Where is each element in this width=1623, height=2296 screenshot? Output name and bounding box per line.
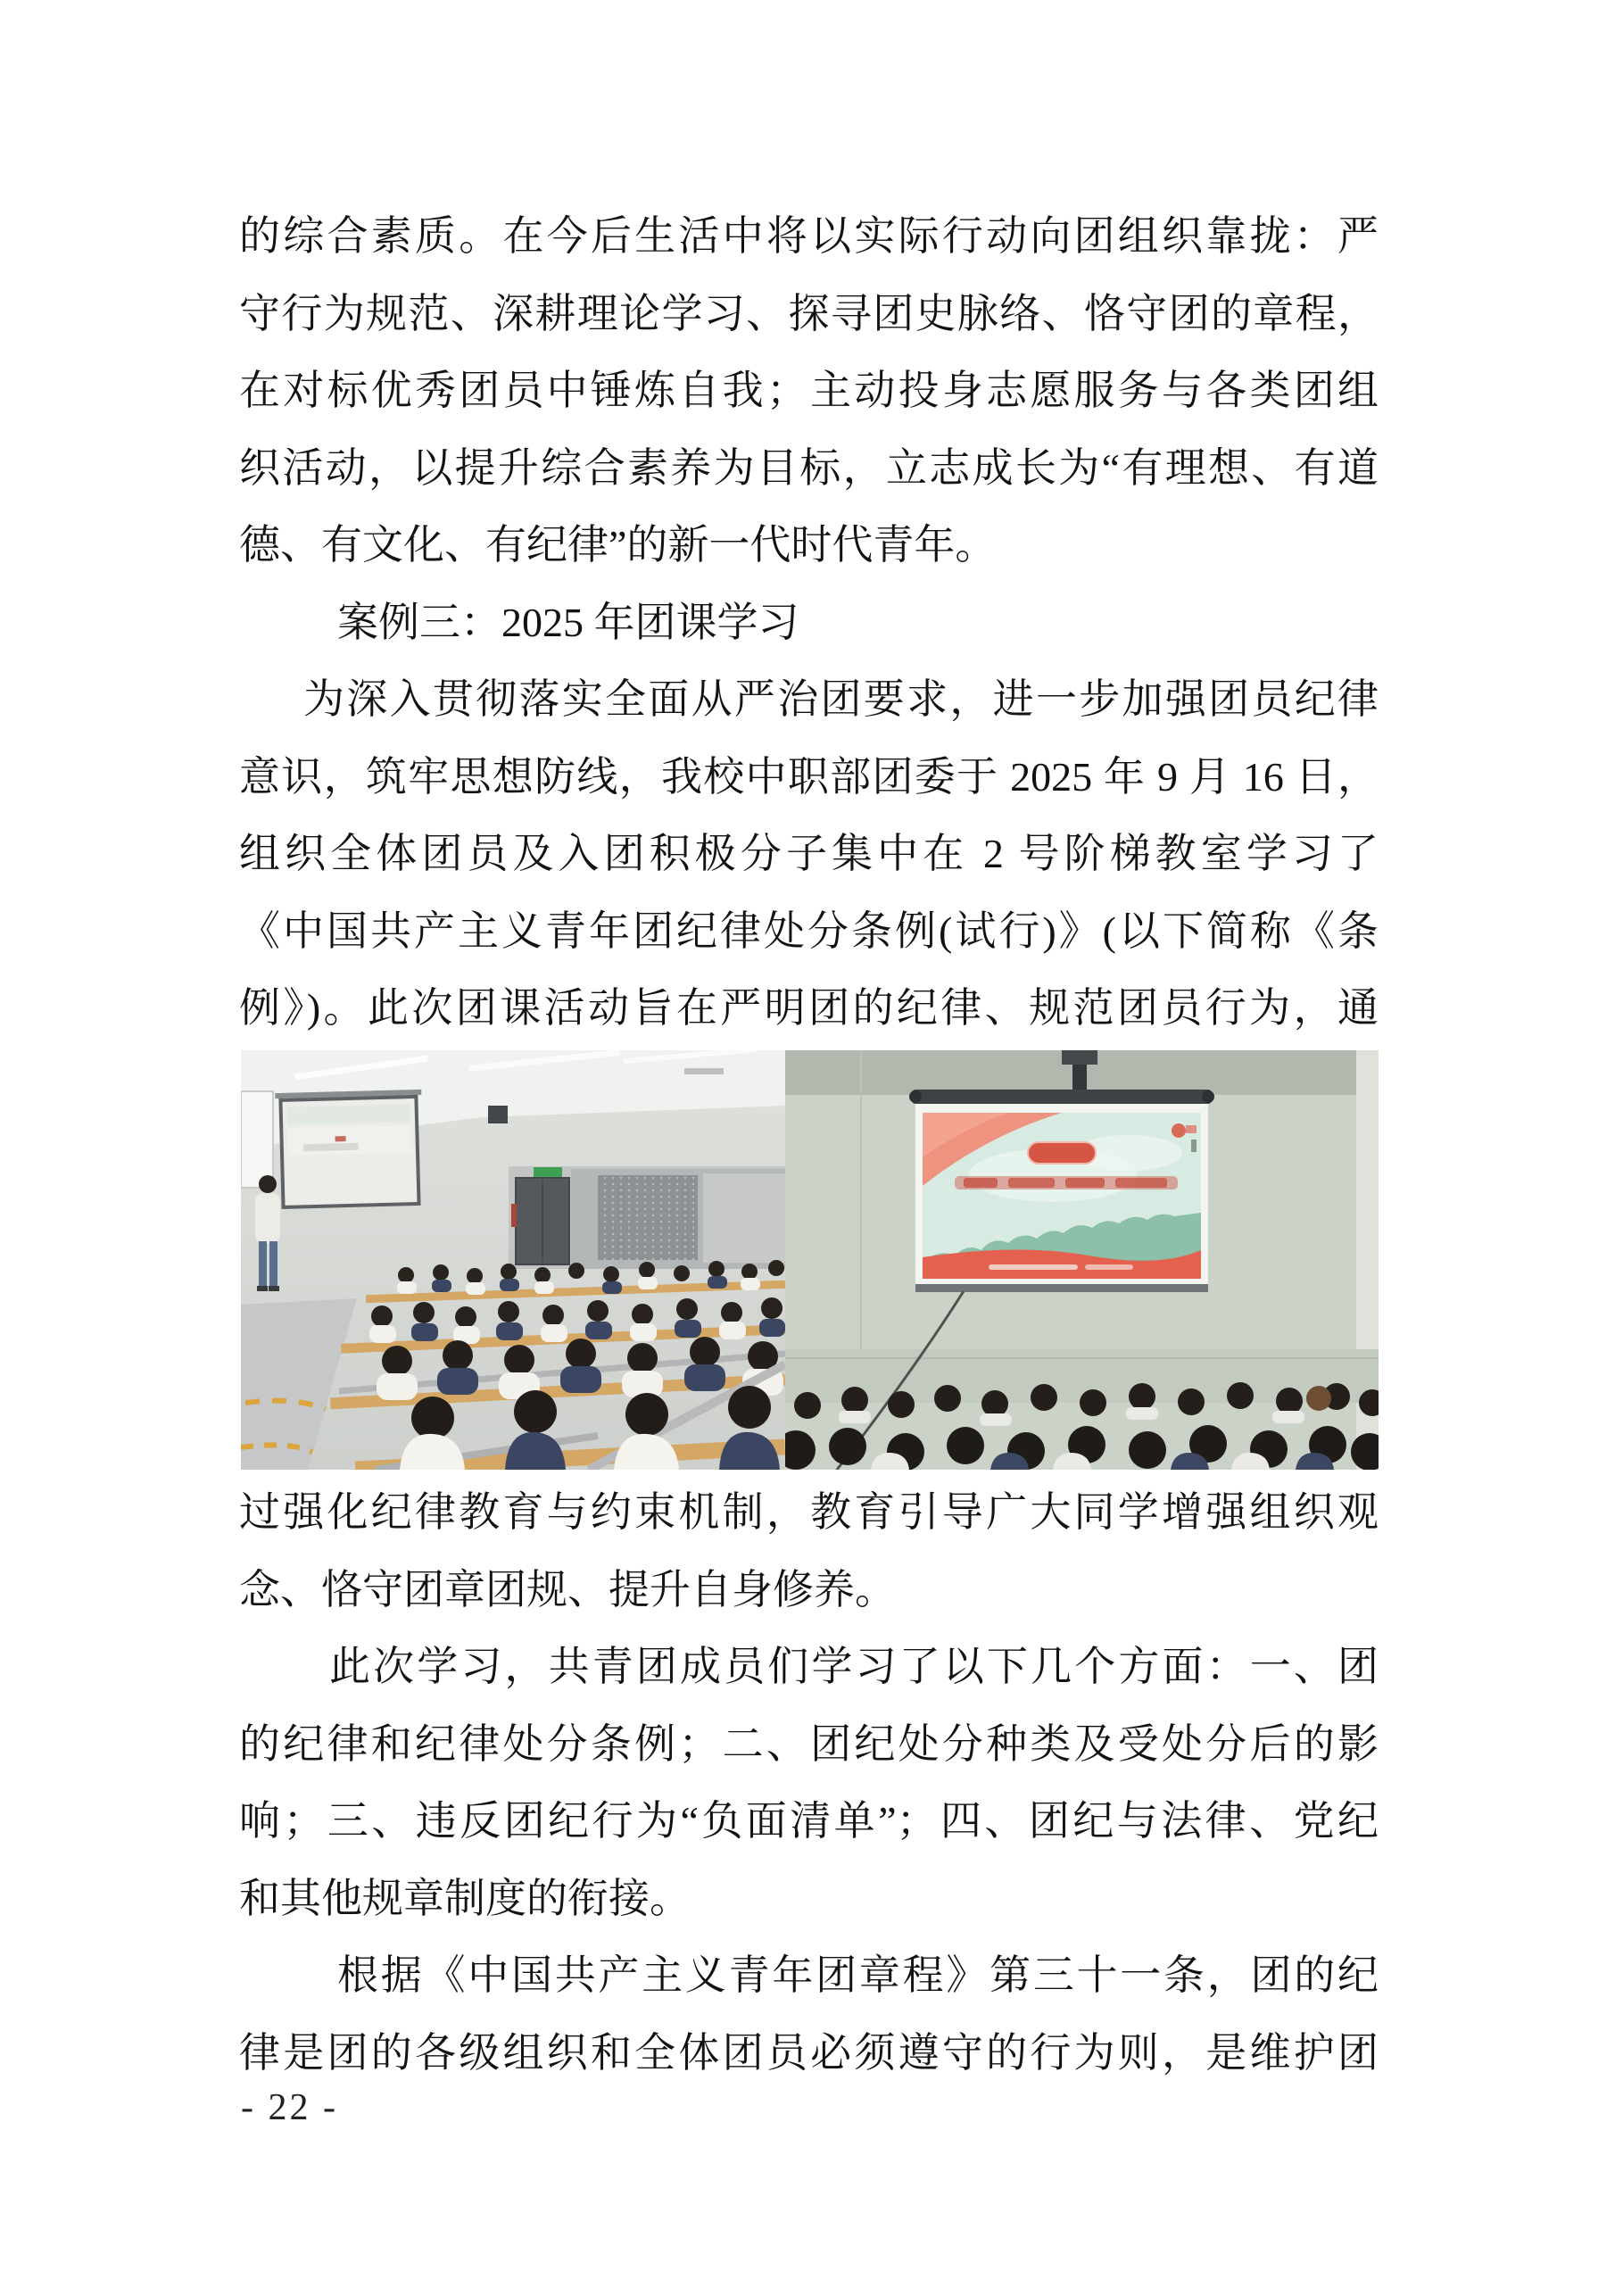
text-line: 《中国共产主义青年团纪律处分条例(试行)》(以下简称《条 [239,908,1379,954]
text-line: 例》)。此次团课活动旨在严明团的纪律、规范团员行为，通 [239,985,1379,1031]
text-line: 为深入贯彻落实全面从严治团要求，进一步加强团员纪律 [303,676,1379,722]
text-line: 念、恪守团章团规、提升自身修养。 [239,1566,896,1612]
text-line: 律是团的各级组织和全体团员必须遵守的行为则，是维护团 [239,2029,1379,2076]
text-line: 在对标优秀团员中锤炼自我；主动投身志愿服务与各类团组 [239,368,1379,413]
text-line: 组织全体团员及入团积极分子集中在 2 号阶梯教室学习了 [239,831,1379,876]
text-line: 和其他规章制度的衔接。 [239,1875,691,1921]
body-text-top [239,198,1379,1048]
text-line: 德、有文化、有纪律”的新一代时代青年。 [239,522,997,568]
text-line: 的纪律和纪律处分条例；二、团纪处分种类及受处分后的影 [239,1720,1379,1767]
text-line: 织活动，以提升综合素养为目标，立志成长为“有理想、有道 [239,444,1379,491]
slide-content [923,1113,1201,1279]
classroom-lecture-photo [241,1050,785,1470]
text-line: 守行为规范、深耕理论学习、探寻团史脉络、恪守团的章程， [239,290,1379,336]
body-text-bottom [239,1474,1379,2092]
text-line: 根据《中国共产主义青年团章程》第三十一条，团的纪 [337,1952,1379,1998]
page-number: - 22 - [241,2087,338,2128]
text-line: 意识，筑牢思想防线，我校中职部团委于 2025 年 9 月 16 日， [239,753,1379,800]
photo-row [241,1050,1379,1470]
text-line: 响；三、违反团纪行为“负面清单”；四、团纪与法律、党纪 [239,1798,1379,1844]
text-line: 的综合素质。在今后生活中将以实际行动向团组织靠拢：严 [239,213,1379,259]
text-line: 此次学习，共青团成员们学习了以下几个方面：一、团 [329,1644,1379,1689]
projection-screen-photo [785,1050,1379,1470]
text-line: 过强化纪律教育与约束机制，教育引导广大同学增强组织观 [239,1489,1379,1535]
text-line: 案例三：2025 年团课学习 [337,599,799,645]
